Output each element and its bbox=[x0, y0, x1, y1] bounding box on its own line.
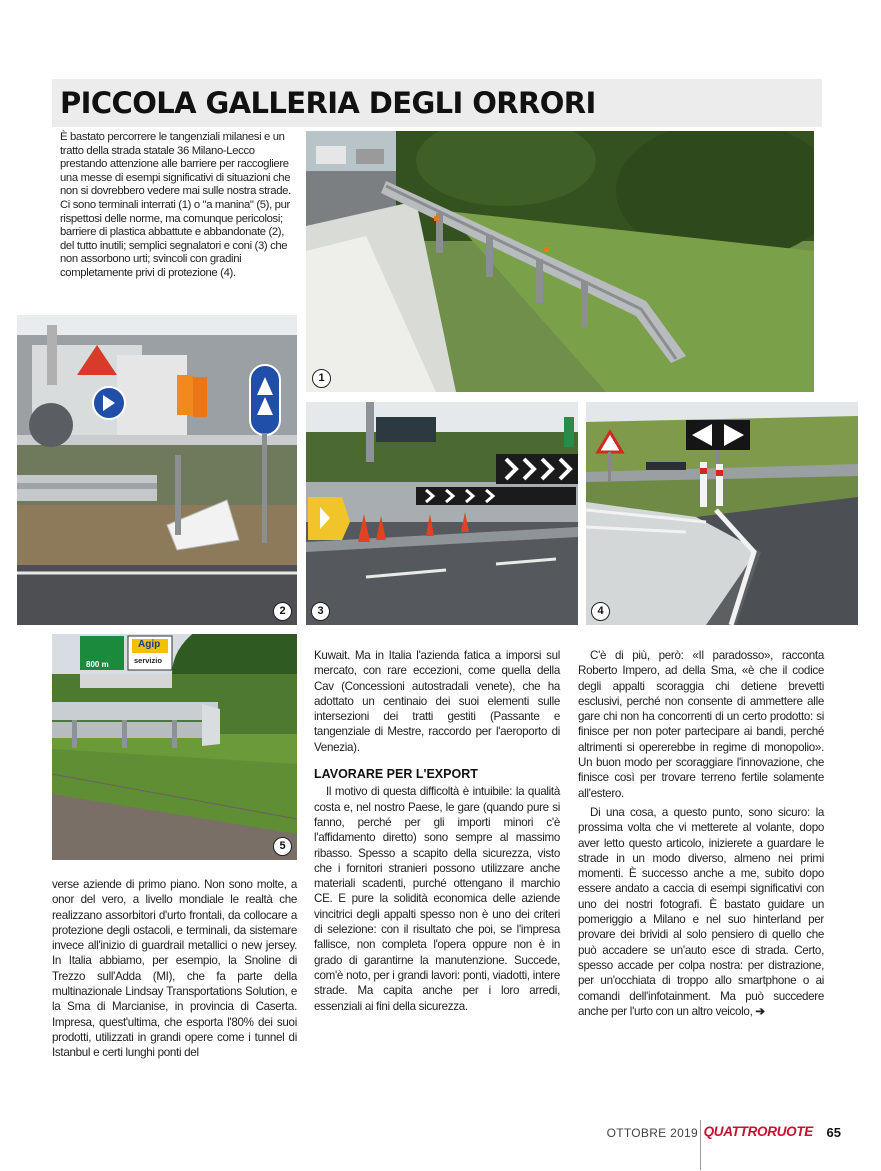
column-2 bbox=[314, 648, 560, 1014]
col3-paragraph-2 bbox=[578, 805, 824, 1019]
footer-magazine-logo: QUATTRORUOTE bbox=[703, 1124, 813, 1139]
photo-4-number: 4 bbox=[591, 602, 610, 621]
col2-paragraph-1: Kuwait. Ma in Italia l'azienda fatica a imporsi sul mercato, con rare eccezioni, come quella della Cav (Concessioni autostradali venete), che ha adottato un centinaio dei suoi elementi sulle intersezioni dei tratti gestiti (Passante e tangenziale di Mestre, raccordo per l'aeroporto di Venezia). bbox=[314, 649, 560, 754]
sign-brand: Agip bbox=[138, 639, 161, 650]
photo-5-hand-terminal bbox=[52, 634, 297, 860]
page-number: 65 bbox=[826, 1125, 841, 1140]
photo-1-guardrail-terminal bbox=[306, 131, 814, 392]
photo-2-number: 2 bbox=[273, 602, 292, 621]
page-footer bbox=[0, 1124, 881, 1144]
photo-3-number: 3 bbox=[311, 602, 330, 621]
article-title: PICCOLA GALLERIA DEGLI ORRORI bbox=[60, 86, 596, 120]
col1-paragraph: verse aziende di primo piano. Non sono molte, a onor del vero, a livello mondiale le realtà che realizzano assorbitori d'urto frontali, da collocare a protezione degli ostacoli, e terminali, da sistemare invece all'inizio di guardrail metallici o new jersey. In Italia abbiamo, per esempio, la Snoline di Trezzo sull'Adda (MI), che fa parte della multinazionale Lindsay Transportations Solution, e la Sma di Marcianise, in provincia di Caserta. Impresa, quest'ultima, che esporta l'80% dei suoi prodotti, utilizzati in grandi opere come i tunnel di Istanbul e certi lunghi ponti del bbox=[52, 878, 297, 1060]
section-heading: LAVORARE PER L'EXPORT bbox=[314, 767, 478, 782]
col3-paragraph-2-text: Di una cosa, a questo punto, sono sicuro: la prossima volta che vi metterete al volante, dopo aver letto questo articolo, inizierete a guardare le strade in un modo diverso, almeno nei primi momenti. È successo anche a me, subito dopo essere andato a caccia di esempi significativi con uno dei nostri fotografi. È bastato guidare un pomeriggio a Milano e nel suo hinterland per provare dei brividi al solo pensiero di quello che può accadere se un'auto esce di strada. Certo, spesso accade per colpa nostra: per distrazione, per un'occhiata di troppo allo smartphone o ai comandi dell'infotainment. Ma può succedere anche per l'urto con un altro veicolo, bbox=[578, 805, 824, 1018]
sign-distance: 800 m bbox=[86, 660, 109, 669]
photo-4-unprotected-junction bbox=[586, 402, 858, 625]
intro-text: È bastato percorrere le tangenziali milanesi e un tratto della strada statale 36 Milano-Lecco prestando attenzione alle barriere per raccogliere una messe di esempi significativi di situazioni che non si dovrebbero vedere mai sulle nostra strade. Ci sono terminali interrati (1) o "a manina" (5), pur rispettosi delle norme, ma comunque pericolosi; barriere di plastica abbattute e abbandonate (2), del tutto inutili; semplici segnalatori e coni (3) che non assorbono urti; svincoli con gradini completamente privi di protezione (4). bbox=[60, 131, 291, 279]
photo-1-number: 1 bbox=[312, 369, 331, 388]
sign-subtext: servizio bbox=[134, 656, 162, 665]
col3-paragraph-1: C'è di più, però: «Il paradosso», racconta Roberto Impero, ad della Sma, «è che il codice degli appalti scoraggia chi detiene brevetti esclusivi, perché non consente di ammettere alle gare chi non ha concorrenti di un certo prodotto: si finisce per non poter partecipare ai bandi, perché altrimenti si opererebbe in regime di monopolio». Un buon modo per scoraggiare l'innovazione, che finisce così per trovare terreno fertile solamente all'estero. bbox=[578, 649, 824, 800]
column-3 bbox=[578, 648, 824, 1019]
col2-paragraph-2: Il motivo di questa difficoltà è intuibile: la qualità costa e, nel nostro Paese, le gare (quando pure si fanno, perché per gli importi minori c'è l'affidamento diretto) sono sempre al massimo ribasso. Spesso a scapito della sicurezza, visto che i fornitori stranieri possono utilizzare anche materiali scadenti, purché ottengano il marchio CE. E pure la solidità economica delle aziende vincitrici degli appalti spesso non è uno dei criteri di selezione: con il risultato che poi, se l'impresa fallisce, non completa l'opera oppure non è in grado di garantirne la manutenzione. Succede, com'è noto, per i grandi lavori: ponti, viadotti, intere strade. Ma capita anche per i loro arredi, essenziali ai fini della sicurezza. bbox=[314, 785, 560, 1013]
column-1 bbox=[52, 877, 297, 1061]
continue-arrow-icon: ➔ bbox=[755, 1004, 765, 1018]
photo-5-number: 5 bbox=[273, 837, 292, 856]
footer-issue-date: OTTOBRE 2019 bbox=[606, 1126, 698, 1140]
photo-3-cones-signals bbox=[306, 402, 578, 625]
photo-2-abandoned-barriers bbox=[17, 315, 297, 625]
